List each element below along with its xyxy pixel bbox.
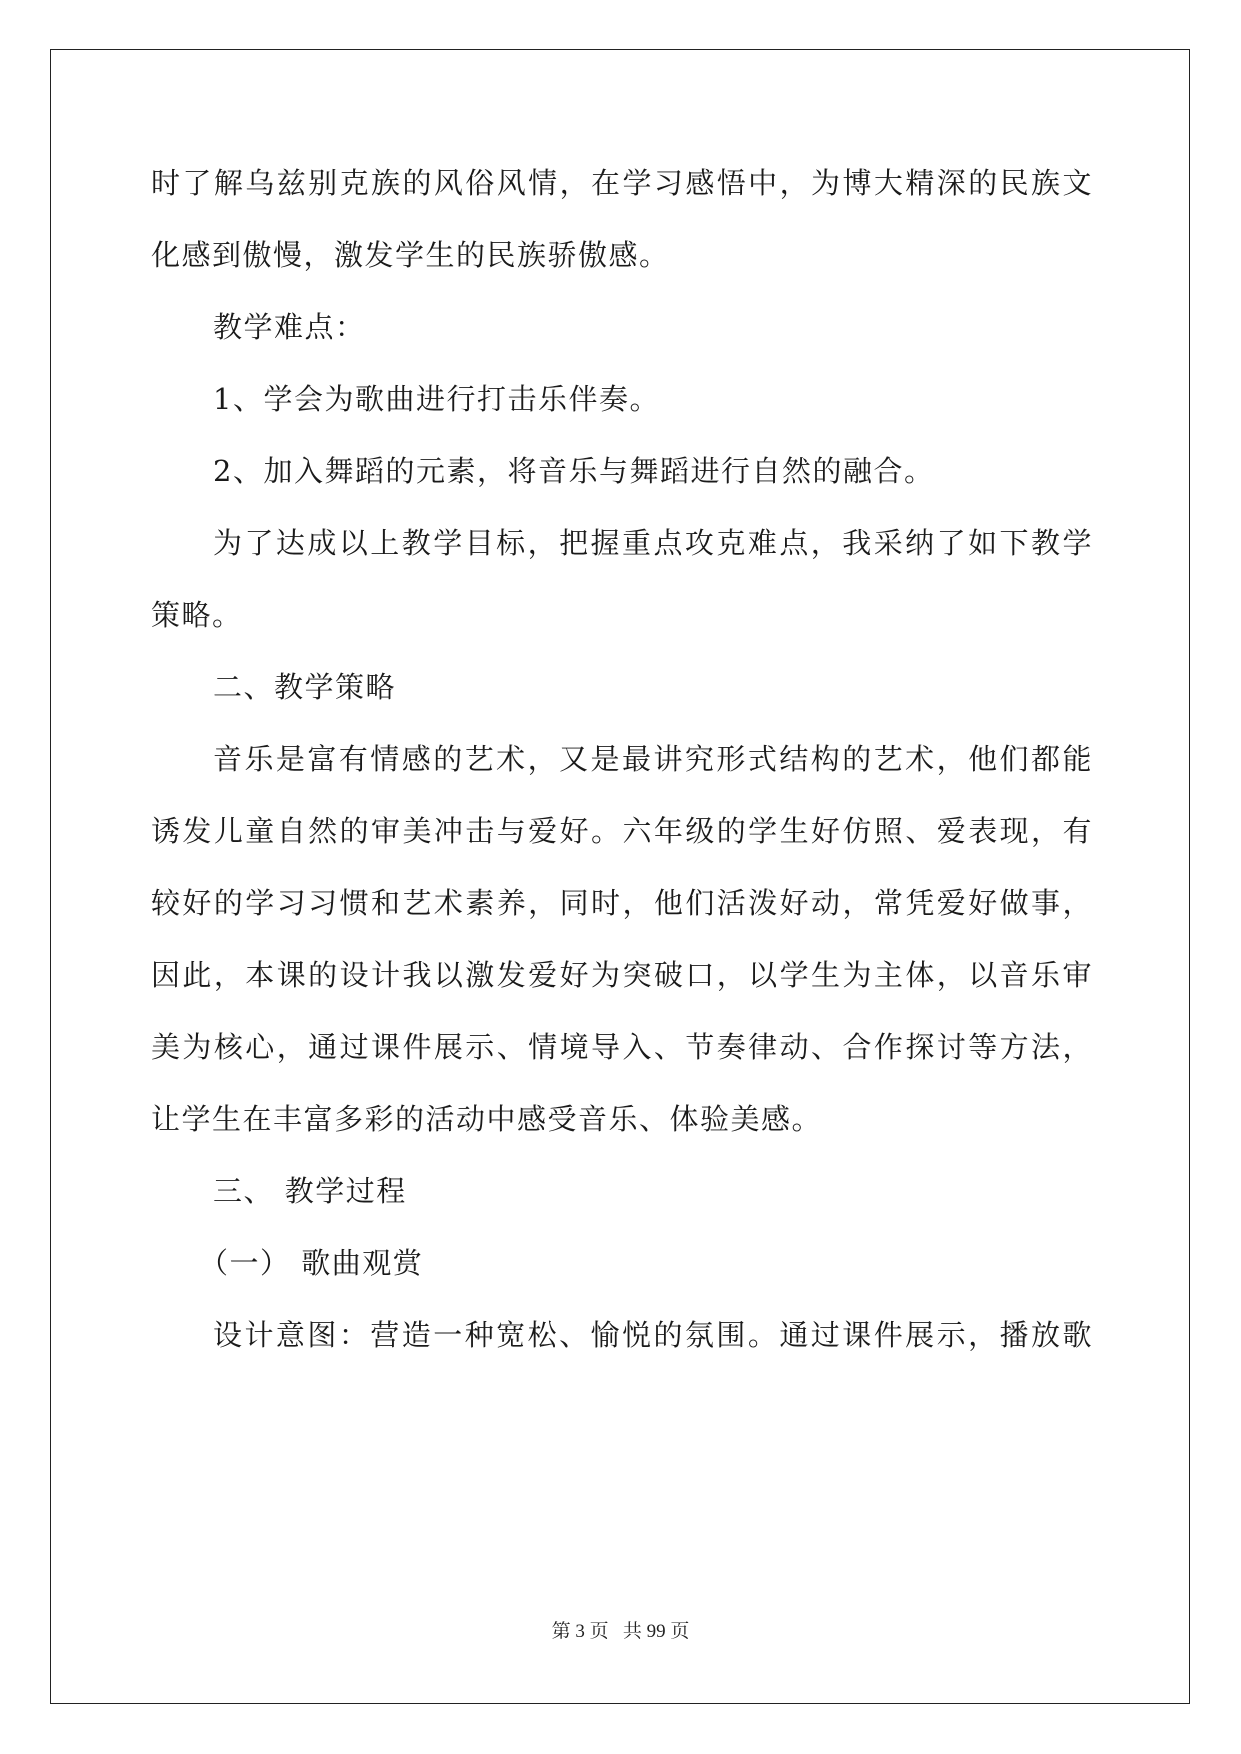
body-text-line: 让学生在丰富多彩的活动中感受音乐、体验美感。 [151,1102,823,1136]
body-text-line: 化感到傲慢，激发学生的民族骄傲感。 [151,238,670,272]
page-border [50,49,1190,1704]
list-item: 2、加入舞蹈的元素，将音乐与舞蹈进行自然的融合。 [213,454,935,488]
body-text-line: 策略。 [151,598,243,632]
page-footer [0,1620,1241,1644]
body-text-line: 诱发儿童自然的审美冲击与爱好。六年级的学生好仿照、爱表现，有 [151,814,1093,848]
body-text-line: 较好的学习习惯和艺术素养，同时，他们活泼好动，常凭爱好做事， [151,886,1093,920]
body-text-line: 美为核心，通过课件展示、情境导入、节奏律动、合作探讨等方法， [151,1030,1093,1064]
section-heading: 二、教学策略 [213,670,397,704]
section-heading: 三、 教学过程 [213,1174,407,1208]
body-text-line: 设计意图：营造一种宽松、愉悦的氛围。通过课件展示，播放歌 [213,1318,1093,1352]
section-heading: 教学难点： [213,310,366,344]
subsection-heading: （一） 歌曲观赏 [199,1246,424,1280]
list-item: 1、学会为歌曲进行打击乐伴奏。 [213,382,660,416]
body-text-line: 时了解乌兹别克族的风俗风情，在学习感悟中，为博大精深的民族文 [151,166,1093,200]
body-text-line: 为了达成以上教学目标，把握重点攻克难点，我采纳了如下教学 [213,526,1093,560]
body-text-line: 因此，本课的设计我以激发爱好为突破口，以学生为主体，以音乐审 [151,958,1093,992]
body-text-line: 音乐是富有情感的艺术，又是最讲究形式结构的艺术，他们都能 [213,742,1093,776]
page-number: 第 3 页 共 99 页 [551,1621,690,1642]
